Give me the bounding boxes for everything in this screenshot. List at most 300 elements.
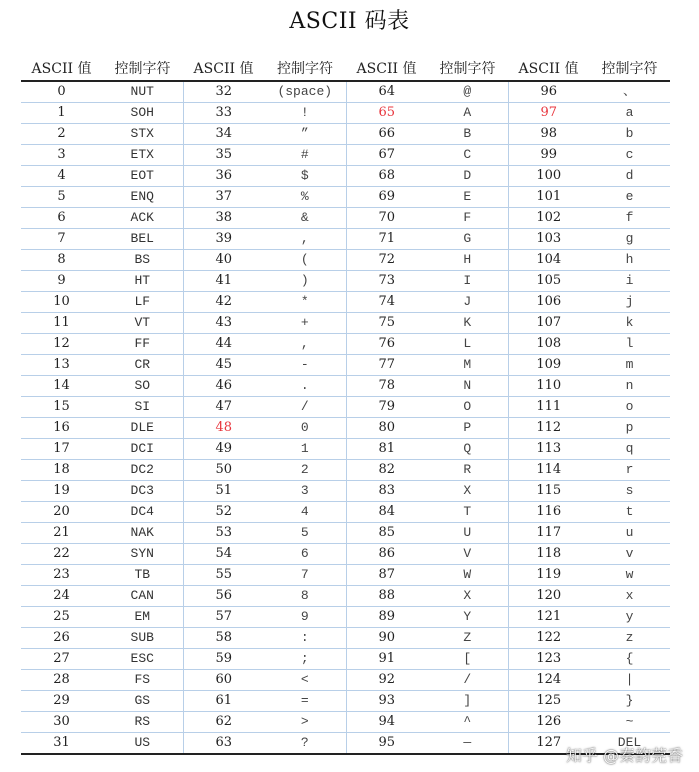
- control-char-cell: Z: [427, 628, 508, 649]
- ascii-value-cell: 26: [21, 628, 102, 649]
- control-char-cell: *: [264, 292, 346, 313]
- control-char-cell: Y: [427, 607, 508, 628]
- ascii-value-cell: 113: [508, 439, 589, 460]
- ascii-value-cell: 60: [183, 670, 264, 691]
- ascii-value-cell: 103: [508, 229, 589, 250]
- ascii-value-cell: 67: [346, 145, 427, 166]
- control-char-cell: C: [427, 145, 508, 166]
- control-char-cell: B: [427, 124, 508, 145]
- ascii-value-cell: 43: [183, 313, 264, 334]
- ascii-value-cell: 29: [21, 691, 102, 712]
- table-row: [21, 81, 670, 103]
- control-char-cell: DC3: [102, 481, 183, 502]
- ascii-value-cell: 57: [183, 607, 264, 628]
- table-row: [21, 439, 670, 460]
- control-char-cell: TB: [102, 565, 183, 586]
- control-char-cell: EM: [102, 607, 183, 628]
- ascii-value-cell: 64: [346, 81, 427, 103]
- ascii-value-cell: 51: [183, 481, 264, 502]
- control-char-cell: J: [427, 292, 508, 313]
- column-header: ASCII 值: [21, 56, 102, 81]
- table-row: [21, 418, 670, 439]
- ascii-value-cell: 121: [508, 607, 589, 628]
- ascii-value-cell: 65: [346, 103, 427, 124]
- ascii-value-cell: 48: [183, 418, 264, 439]
- column-header: ASCII 值: [508, 56, 589, 81]
- page-title: ASCII 码表: [289, 9, 410, 34]
- control-char-cell: F: [427, 208, 508, 229]
- ascii-value-cell: 72: [346, 250, 427, 271]
- control-char-cell: BS: [102, 250, 183, 271]
- ascii-value-cell: 112: [508, 418, 589, 439]
- ascii-value-cell: 37: [183, 187, 264, 208]
- ascii-value-cell: 101: [508, 187, 589, 208]
- control-char-cell: ~: [589, 712, 670, 733]
- ascii-value-cell: 9: [21, 271, 102, 292]
- control-char-cell: +: [264, 313, 346, 334]
- control-char-cell: ENQ: [102, 187, 183, 208]
- control-char-cell: ACK: [102, 208, 183, 229]
- control-char-cell: 9: [264, 607, 346, 628]
- ascii-value-cell: 96: [508, 81, 589, 103]
- control-char-cell: <: [264, 670, 346, 691]
- table-row: [21, 334, 670, 355]
- control-char-cell: X: [427, 481, 508, 502]
- control-char-cell: a: [589, 103, 670, 124]
- control-char-cell: =: [264, 691, 346, 712]
- control-char-cell: {: [589, 649, 670, 670]
- control-char-cell: 3: [264, 481, 346, 502]
- table-row: [21, 460, 670, 481]
- table-row: [21, 229, 670, 250]
- control-char-cell: }: [589, 691, 670, 712]
- ascii-value-cell: 42: [183, 292, 264, 313]
- control-char-cell: ^: [427, 712, 508, 733]
- control-char-cell: DC2: [102, 460, 183, 481]
- ascii-value-cell: 66: [346, 124, 427, 145]
- control-char-cell: T: [427, 502, 508, 523]
- control-char-cell: M: [427, 355, 508, 376]
- control-char-cell: ESC: [102, 649, 183, 670]
- ascii-value-cell: 5: [21, 187, 102, 208]
- control-char-cell: VT: [102, 313, 183, 334]
- ascii-value-cell: 123: [508, 649, 589, 670]
- control-char-cell: n: [589, 376, 670, 397]
- control-char-cell: Q: [427, 439, 508, 460]
- ascii-value-cell: 33: [183, 103, 264, 124]
- control-char-cell: b: [589, 124, 670, 145]
- control-char-cell: STX: [102, 124, 183, 145]
- table-row: [21, 481, 670, 502]
- ascii-value-cell: 94: [346, 712, 427, 733]
- control-char-cell: e: [589, 187, 670, 208]
- control-char-cell: #: [264, 145, 346, 166]
- ascii-value-cell: 23: [21, 565, 102, 586]
- ascii-value-cell: 2: [21, 124, 102, 145]
- ascii-value-cell: 110: [508, 376, 589, 397]
- control-char-cell: v: [589, 544, 670, 565]
- ascii-value-cell: 118: [508, 544, 589, 565]
- column-header: 控制字符: [102, 56, 183, 81]
- ascii-value-cell: 59: [183, 649, 264, 670]
- ascii-value-cell: 30: [21, 712, 102, 733]
- control-char-cell: p: [589, 418, 670, 439]
- control-char-cell: 7: [264, 565, 346, 586]
- ascii-value-cell: 4: [21, 166, 102, 187]
- control-char-cell: ]: [427, 691, 508, 712]
- ascii-value-cell: 70: [346, 208, 427, 229]
- ascii-value-cell: 99: [508, 145, 589, 166]
- control-char-cell: f: [589, 208, 670, 229]
- control-char-cell: h: [589, 250, 670, 271]
- control-char-cell: u: [589, 523, 670, 544]
- control-char-cell: —: [427, 733, 508, 755]
- ascii-value-cell: 75: [346, 313, 427, 334]
- ascii-value-cell: 100: [508, 166, 589, 187]
- ascii-value-cell: 50: [183, 460, 264, 481]
- ascii-value-cell: 8: [21, 250, 102, 271]
- ascii-value-cell: 55: [183, 565, 264, 586]
- ascii-value-cell: 87: [346, 565, 427, 586]
- control-char-cell: t: [589, 502, 670, 523]
- ascii-value-cell: 76: [346, 334, 427, 355]
- column-header: 控制字符: [589, 56, 670, 81]
- control-char-cell: ;: [264, 649, 346, 670]
- ascii-value-cell: 108: [508, 334, 589, 355]
- control-char-cell: CR: [102, 355, 183, 376]
- control-char-cell: E: [427, 187, 508, 208]
- table-row: [21, 691, 670, 712]
- ascii-value-cell: 74: [346, 292, 427, 313]
- ascii-value-cell: 63: [183, 733, 264, 755]
- ascii-value-cell: 53: [183, 523, 264, 544]
- table-row: [21, 271, 670, 292]
- table-row: [21, 670, 670, 691]
- control-char-cell: US: [102, 733, 183, 755]
- table-row: [21, 544, 670, 565]
- control-char-cell: FF: [102, 334, 183, 355]
- control-char-cell: !: [264, 103, 346, 124]
- ascii-value-cell: 32: [183, 81, 264, 103]
- table-row: [21, 649, 670, 670]
- ascii-value-cell: 46: [183, 376, 264, 397]
- control-char-cell: $: [264, 166, 346, 187]
- control-char-cell: &: [264, 208, 346, 229]
- ascii-value-cell: 19: [21, 481, 102, 502]
- ascii-value-cell: 18: [21, 460, 102, 481]
- ascii-value-cell: 84: [346, 502, 427, 523]
- control-char-cell: L: [427, 334, 508, 355]
- control-char-cell: P: [427, 418, 508, 439]
- ascii-value-cell: 22: [21, 544, 102, 565]
- header-row: [21, 56, 670, 81]
- ascii-value-cell: 73: [346, 271, 427, 292]
- control-char-cell: W: [427, 565, 508, 586]
- ascii-value-cell: 106: [508, 292, 589, 313]
- ascii-value-cell: 12: [21, 334, 102, 355]
- control-char-cell: g: [589, 229, 670, 250]
- ascii-value-cell: 124: [508, 670, 589, 691]
- ascii-value-cell: 45: [183, 355, 264, 376]
- table-row: [21, 166, 670, 187]
- control-char-cell: I: [427, 271, 508, 292]
- ascii-value-cell: 11: [21, 313, 102, 334]
- control-char-cell: SO: [102, 376, 183, 397]
- control-char-cell: ,: [264, 334, 346, 355]
- ascii-value-cell: 80: [346, 418, 427, 439]
- ascii-value-cell: 107: [508, 313, 589, 334]
- table-row: [21, 397, 670, 418]
- column-header: ASCII 值: [346, 56, 427, 81]
- ascii-value-cell: 1: [21, 103, 102, 124]
- control-char-cell: ?: [264, 733, 346, 755]
- ascii-value-cell: 38: [183, 208, 264, 229]
- control-char-cell: U: [427, 523, 508, 544]
- control-char-cell: l: [589, 334, 670, 355]
- control-char-cell: LF: [102, 292, 183, 313]
- control-char-cell: (: [264, 250, 346, 271]
- control-char-cell: GS: [102, 691, 183, 712]
- table-row: [21, 313, 670, 334]
- control-char-cell: z: [589, 628, 670, 649]
- ascii-value-cell: 40: [183, 250, 264, 271]
- ascii-value-cell: 13: [21, 355, 102, 376]
- ascii-value-cell: 105: [508, 271, 589, 292]
- ascii-value-cell: 10: [21, 292, 102, 313]
- control-char-cell: H: [427, 250, 508, 271]
- control-char-cell: FS: [102, 670, 183, 691]
- ascii-value-cell: 114: [508, 460, 589, 481]
- control-char-cell: /: [264, 397, 346, 418]
- ascii-value-cell: 15: [21, 397, 102, 418]
- table-row: [21, 208, 670, 229]
- ascii-value-cell: 92: [346, 670, 427, 691]
- ascii-value-cell: 20: [21, 502, 102, 523]
- ascii-value-cell: 41: [183, 271, 264, 292]
- ascii-value-cell: 120: [508, 586, 589, 607]
- control-char-cell: x: [589, 586, 670, 607]
- column-header: 控制字符: [427, 56, 508, 81]
- column-header: ASCII 值: [183, 56, 264, 81]
- ascii-value-cell: 49: [183, 439, 264, 460]
- table-row: [21, 355, 670, 376]
- ascii-value-cell: 27: [21, 649, 102, 670]
- ascii-value-cell: 125: [508, 691, 589, 712]
- control-char-cell: SYN: [102, 544, 183, 565]
- ascii-value-cell: 35: [183, 145, 264, 166]
- control-char-cell: HT: [102, 271, 183, 292]
- ascii-value-cell: 86: [346, 544, 427, 565]
- control-char-cell: BEL: [102, 229, 183, 250]
- ascii-value-cell: 71: [346, 229, 427, 250]
- control-char-cell: 1: [264, 439, 346, 460]
- ascii-value-cell: 81: [346, 439, 427, 460]
- control-char-cell: NAK: [102, 523, 183, 544]
- control-char-cell: 、: [589, 81, 670, 103]
- control-char-cell: [: [427, 649, 508, 670]
- control-char-cell: RS: [102, 712, 183, 733]
- control-char-cell: y: [589, 607, 670, 628]
- table-row: [21, 712, 670, 733]
- table-row: [21, 145, 670, 166]
- control-char-cell: w: [589, 565, 670, 586]
- ascii-value-cell: 31: [21, 733, 102, 755]
- ascii-value-cell: 28: [21, 670, 102, 691]
- control-char-cell: j: [589, 292, 670, 313]
- column-header: 控制字符: [264, 56, 346, 81]
- ascii-value-cell: 6: [21, 208, 102, 229]
- table-row: [21, 124, 670, 145]
- ascii-value-cell: 44: [183, 334, 264, 355]
- ascii-value-cell: 126: [508, 712, 589, 733]
- control-char-cell: DC4: [102, 502, 183, 523]
- ascii-value-cell: 109: [508, 355, 589, 376]
- ascii-value-cell: 16: [21, 418, 102, 439]
- control-char-cell: @: [427, 81, 508, 103]
- table-row: [21, 628, 670, 649]
- control-char-cell: 2: [264, 460, 346, 481]
- ascii-value-cell: 34: [183, 124, 264, 145]
- ascii-value-cell: 69: [346, 187, 427, 208]
- ascii-value-cell: 91: [346, 649, 427, 670]
- watermark: 知乎 @秦韵莞香: [565, 746, 683, 765]
- ascii-value-cell: 89: [346, 607, 427, 628]
- table-row: [21, 565, 670, 586]
- ascii-value-cell: 24: [21, 586, 102, 607]
- ascii-value-cell: 17: [21, 439, 102, 460]
- table-body: [21, 81, 670, 754]
- control-char-cell: ETX: [102, 145, 183, 166]
- control-char-cell: >: [264, 712, 346, 733]
- table-row: [21, 292, 670, 313]
- ascii-value-cell: 90: [346, 628, 427, 649]
- table-row: [21, 250, 670, 271]
- control-char-cell: O: [427, 397, 508, 418]
- control-char-cell: s: [589, 481, 670, 502]
- ascii-value-cell: 56: [183, 586, 264, 607]
- control-char-cell: SOH: [102, 103, 183, 124]
- control-char-cell: d: [589, 166, 670, 187]
- ascii-value-cell: 47: [183, 397, 264, 418]
- ascii-value-cell: 111: [508, 397, 589, 418]
- control-char-cell: :: [264, 628, 346, 649]
- control-char-cell: ”: [264, 124, 346, 145]
- ascii-value-cell: 93: [346, 691, 427, 712]
- control-char-cell: o: [589, 397, 670, 418]
- ascii-value-cell: 85: [346, 523, 427, 544]
- control-char-cell: q: [589, 439, 670, 460]
- table-row: [21, 187, 670, 208]
- control-char-cell: m: [589, 355, 670, 376]
- control-char-cell: EOT: [102, 166, 183, 187]
- control-char-cell: DEL: [589, 733, 670, 755]
- control-char-cell: -: [264, 355, 346, 376]
- table-row: [21, 376, 670, 397]
- ascii-value-cell: 78: [346, 376, 427, 397]
- ascii-value-cell: 21: [21, 523, 102, 544]
- ascii-value-cell: 122: [508, 628, 589, 649]
- ascii-value-cell: 62: [183, 712, 264, 733]
- ascii-table: [21, 56, 670, 755]
- ascii-value-cell: 39: [183, 229, 264, 250]
- control-char-cell: (space): [264, 81, 346, 103]
- control-char-cell: DLE: [102, 418, 183, 439]
- control-char-cell: N: [427, 376, 508, 397]
- control-char-cell: r: [589, 460, 670, 481]
- control-char-cell: ,: [264, 229, 346, 250]
- ascii-value-cell: 83: [346, 481, 427, 502]
- control-char-cell: 0: [264, 418, 346, 439]
- ascii-value-cell: 77: [346, 355, 427, 376]
- control-char-cell: 4: [264, 502, 346, 523]
- control-char-cell: CAN: [102, 586, 183, 607]
- ascii-value-cell: 14: [21, 376, 102, 397]
- control-char-cell: 5: [264, 523, 346, 544]
- table-row: [21, 586, 670, 607]
- table-row: [21, 607, 670, 628]
- ascii-value-cell: 61: [183, 691, 264, 712]
- ascii-value-cell: 54: [183, 544, 264, 565]
- ascii-value-cell: 119: [508, 565, 589, 586]
- ascii-value-cell: 36: [183, 166, 264, 187]
- ascii-value-cell: 115: [508, 481, 589, 502]
- ascii-value-cell: 98: [508, 124, 589, 145]
- control-char-cell: .: [264, 376, 346, 397]
- ascii-value-cell: 79: [346, 397, 427, 418]
- control-char-cell: c: [589, 145, 670, 166]
- control-char-cell: V: [427, 544, 508, 565]
- control-char-cell: 8: [264, 586, 346, 607]
- ascii-value-cell: 102: [508, 208, 589, 229]
- control-char-cell: DCI: [102, 439, 183, 460]
- ascii-value-cell: 97: [508, 103, 589, 124]
- control-char-cell: G: [427, 229, 508, 250]
- ascii-value-cell: 116: [508, 502, 589, 523]
- control-char-cell: K: [427, 313, 508, 334]
- ascii-value-cell: 117: [508, 523, 589, 544]
- ascii-value-cell: 58: [183, 628, 264, 649]
- ascii-value-cell: 7: [21, 229, 102, 250]
- ascii-value-cell: 82: [346, 460, 427, 481]
- ascii-value-cell: 104: [508, 250, 589, 271]
- ascii-value-cell: 3: [21, 145, 102, 166]
- control-char-cell: SUB: [102, 628, 183, 649]
- control-char-cell: ): [264, 271, 346, 292]
- control-char-cell: D: [427, 166, 508, 187]
- table-row: [21, 502, 670, 523]
- ascii-value-cell: 52: [183, 502, 264, 523]
- control-char-cell: X: [427, 586, 508, 607]
- control-char-cell: /: [427, 670, 508, 691]
- control-char-cell: |: [589, 670, 670, 691]
- table-row: [21, 523, 670, 544]
- ascii-value-cell: 25: [21, 607, 102, 628]
- ascii-value-cell: 88: [346, 586, 427, 607]
- control-char-cell: k: [589, 313, 670, 334]
- control-char-cell: R: [427, 460, 508, 481]
- control-char-cell: 6: [264, 544, 346, 565]
- control-char-cell: NUT: [102, 81, 183, 103]
- ascii-value-cell: 127: [508, 733, 589, 755]
- ascii-value-cell: 95: [346, 733, 427, 755]
- control-char-cell: SI: [102, 397, 183, 418]
- ascii-value-cell: 0: [21, 81, 102, 103]
- control-char-cell: %: [264, 187, 346, 208]
- table-row: [21, 103, 670, 124]
- control-char-cell: i: [589, 271, 670, 292]
- ascii-value-cell: 68: [346, 166, 427, 187]
- control-char-cell: A: [427, 103, 508, 124]
